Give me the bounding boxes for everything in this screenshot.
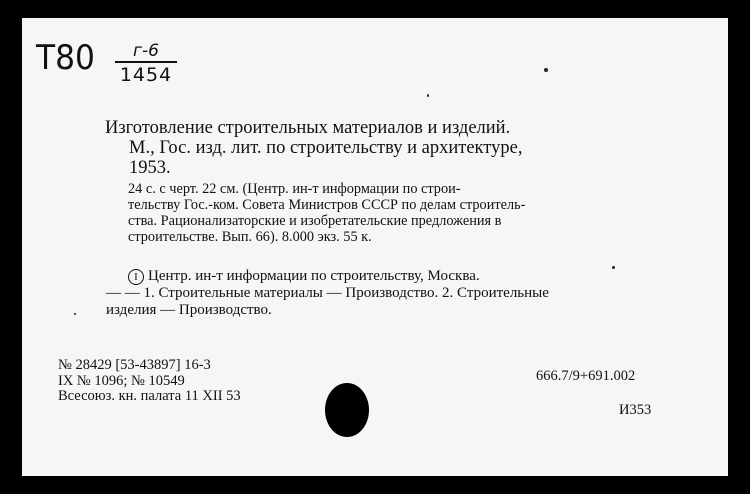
collation-line-2: тельству Гос.-ком. Совета Министров СССР по делам строитель- bbox=[128, 197, 526, 213]
registry-block bbox=[58, 358, 241, 405]
title-line-2: М., Гос. изд. лит. по строительству и архитектуре, bbox=[129, 138, 523, 158]
title-line-1: Изготовление строительных материалов и изделий. bbox=[105, 118, 511, 138]
call-number-bottom: 1454 bbox=[119, 64, 173, 86]
tracing-line-3: изделия — Производство. bbox=[106, 301, 272, 318]
tracing-block bbox=[106, 268, 666, 318]
call-number: Т80 bbox=[36, 38, 95, 78]
fraction-line bbox=[115, 61, 177, 63]
punch-hole bbox=[325, 383, 369, 437]
tracing-line-2: — — 1. Строительные материалы — Производство. 2. Строительные bbox=[106, 285, 549, 301]
tracing-line-1-text: Центр. ин-т информации по строительству, Москва. bbox=[148, 268, 480, 284]
registry-line-3: Всесоюз. кн. палата 11 XII 53 bbox=[58, 388, 241, 404]
registry-line-2: IX № 1096; № 10549 bbox=[58, 372, 185, 389]
circled-marker: I bbox=[128, 269, 144, 285]
card-code: И353 bbox=[619, 402, 652, 418]
collation-line-4: строительстве. Вып. 66). 8.000 экз. 55 к. bbox=[128, 229, 372, 245]
classification-number: 666.7/9+691.002 bbox=[536, 368, 636, 384]
collation-line-3: ства. Рационализаторские и изобретательские предложения в bbox=[128, 213, 502, 229]
ink-speck bbox=[427, 94, 429, 97]
ink-speck bbox=[612, 266, 615, 269]
collation-block bbox=[128, 181, 668, 245]
title-block bbox=[105, 118, 671, 178]
ink-speck bbox=[544, 68, 548, 72]
collation-line-1: 24 с. с черт. 22 см. (Центр. ин-т информации по строи- bbox=[128, 181, 461, 197]
ink-speck bbox=[74, 313, 76, 315]
registry-line-1: № 28429 [53-43897] 16-3 bbox=[58, 357, 211, 373]
call-number-top: г-6 bbox=[133, 41, 159, 61]
call-number-fraction bbox=[115, 42, 177, 85]
tracing-line-1 bbox=[106, 268, 666, 285]
title-line-3: 1953. bbox=[129, 158, 171, 178]
catalog-card bbox=[22, 18, 728, 476]
